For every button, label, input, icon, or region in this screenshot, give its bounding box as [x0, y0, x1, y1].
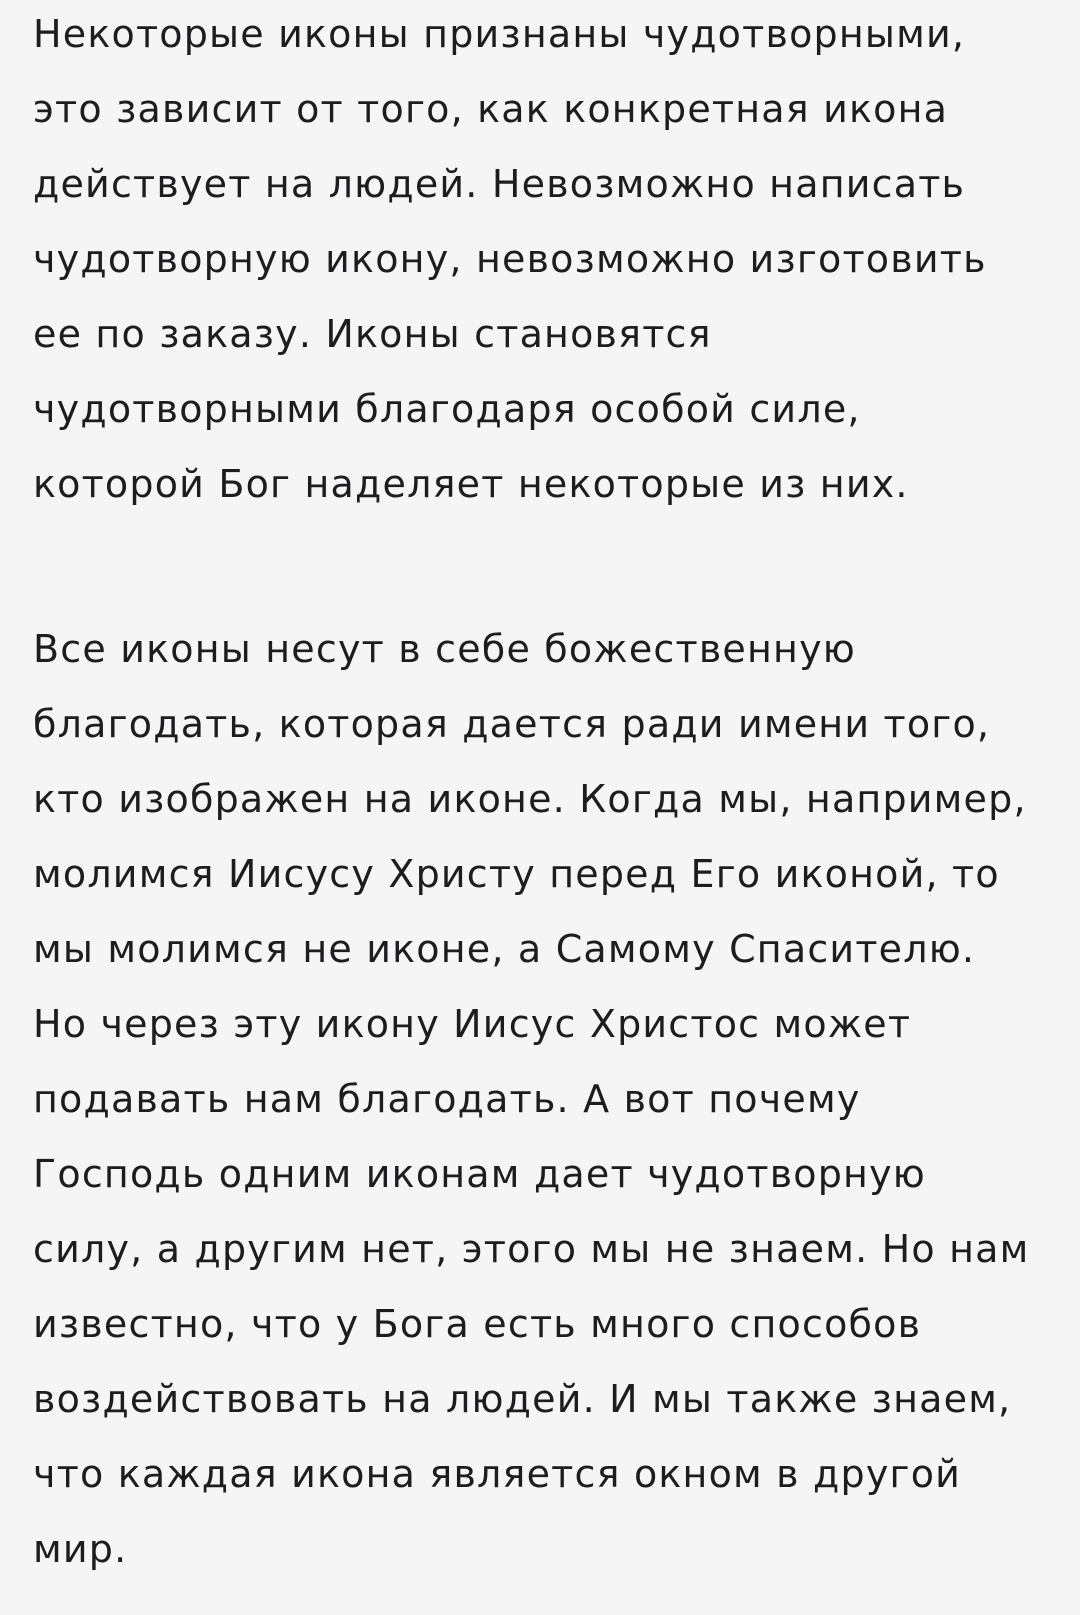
text-line: известно, что у Бога есть много способов: [33, 1302, 922, 1346]
text-line: которой Бог наделяет некоторые из них.: [33, 462, 909, 506]
text-line: мир.: [33, 1527, 128, 1571]
text-line: кто изображен на иконе. Когда мы, например,: [33, 777, 1027, 821]
text-line: действует на людей. Невозможно написать: [33, 162, 966, 206]
text-line: силу, а другим нет, этого мы не знаем. Но нам: [33, 1227, 1030, 1271]
text-line: подавать нам благодать. А вот почему: [33, 1077, 861, 1121]
paragraph: [33, 0, 1050, 522]
text-line: чудотворными благодаря особой силе,: [33, 387, 861, 431]
text-line: благодать, которая дается ради имени того,: [33, 702, 991, 746]
text-line: Господь одним иконам дает чудотворную: [33, 1152, 926, 1196]
text-line: мы молимся не иконе, а Самому Спасителю.: [33, 927, 976, 971]
text-line: Все иконы несут в себе божественную: [33, 627, 856, 671]
text-line: это зависит от того, как конкретная икона: [33, 87, 949, 131]
text-line: ее по заказу. Иконы становятся: [33, 312, 712, 356]
text-line: молимся Иисусу Христу перед Его иконой, то: [33, 852, 1000, 896]
text-line: Некоторые иконы признаны чудотворными,: [33, 12, 966, 56]
text-line: воздействовать на людей. И мы также знаем,: [33, 1377, 1012, 1421]
text-line: чудотворную икону, невозможно изготовить: [33, 237, 987, 281]
paragraph: [33, 612, 1050, 1587]
text-line: Но через эту икону Иисус Христос может: [33, 1002, 912, 1046]
text-line: что каждая икона является окном в другой: [33, 1452, 962, 1496]
